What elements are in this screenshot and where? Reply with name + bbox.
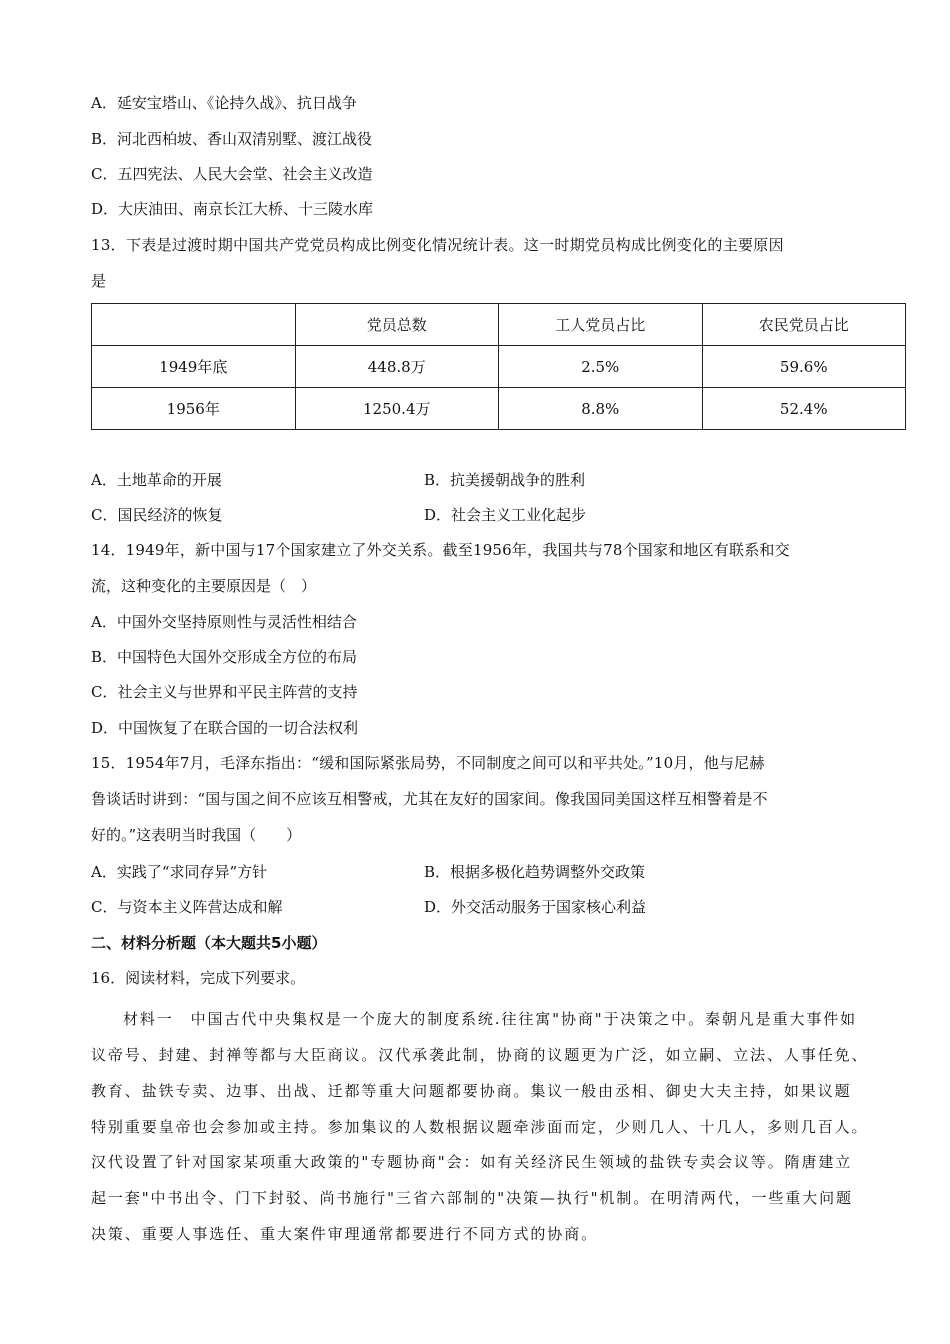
q16-stem: 16．阅读材料，完成下列要求。: [91, 969, 306, 987]
table-cell: 1956年: [92, 388, 296, 430]
q12-option-a: A．延安宝塔山、《论持久战》、抗日战争: [91, 94, 357, 112]
table-cell: 1250.4万: [295, 388, 499, 430]
q13-option-b: B．抗美援朝战争的胜利: [424, 471, 586, 489]
q15-stem-end: 好的。”这表明当时我国（ ）: [91, 826, 302, 844]
q14-stem: 14．1949年，新中国与17个国家建立了外交关系。截至1956年，我国共与78个国家和地区有联系和交: [91, 541, 790, 559]
table-cell: 59.6%: [702, 346, 906, 388]
q15-stem: 15．1954年7月，毛泽东指出：“缓和国际紧张局势，不同制度之间可以和平共处。”10月，他与尼赫: [91, 754, 765, 772]
material-line: 起一套"中书出令、门下封驳、尚书施行"三省六部制的"决策—执行"机制。在明清两代，一些重大问题: [91, 1189, 853, 1207]
table-cell: 448.8万: [295, 346, 499, 388]
q14-option-c: C．社会主义与世界和平民主阵营的支持: [91, 683, 358, 701]
section-heading: 二、材料分析题（本大题共5小题）: [91, 934, 327, 952]
table-cell: 2.5%: [499, 346, 703, 388]
q15-stem-cont: 鲁谈话时讲到：“国与国之间不应该互相警戒，尤其在友好的国家间。像我国同美国这样互相警着是不: [91, 790, 768, 808]
table-cell: 8.8%: [499, 388, 703, 430]
table-header: 党员总数: [295, 304, 499, 346]
q15-option-a: A．实践了“求同存异”方针: [91, 863, 268, 881]
material-line: 决策、重要人事选任、重大案件审理通常都要进行不同方式的协商。: [91, 1225, 599, 1243]
material-line: 特别重要皇帝也会参加或主持。参加集议的人数根据议题牵涉面而定，少则几人、十几人，多则几百人。: [91, 1118, 869, 1136]
q14-option-a: A．中国外交坚持原则性与灵活性相结合: [91, 613, 357, 631]
q13-stem-cont: 是: [91, 272, 107, 290]
table-row: [92, 346, 906, 388]
material-line: 议帝号、封建、封禅等都与大臣商议。汉代承袭此制，协商的议题更为广泛，如立嗣、立法、人事任免、: [91, 1046, 869, 1064]
table-row: [92, 388, 906, 430]
table-header: 农民党员占比: [702, 304, 906, 346]
q13-stem: 13．下表是过渡时期中国共产党党员构成比例变化情况统计表。这一时期党员构成比例变化的主要原因: [91, 236, 784, 254]
q14-option-d: D．中国恢复了在联合国的一切合法权利: [91, 719, 359, 737]
q12-option-c: C．五四宪法、人民大会堂、社会主义改造: [91, 165, 373, 183]
table-header: 工人党员占比: [499, 304, 703, 346]
q13-option-a: A．土地革命的开展: [91, 471, 222, 489]
table-cell: 52.4%: [702, 388, 906, 430]
q14-stem-cont: 流，这种变化的主要原因是（ ）: [91, 577, 317, 595]
material-line: 教育、盐铁专卖、边事、出战、迁都等重大问题都要协商。集议一般由丞相、御史大夫主持，如果议题: [91, 1082, 852, 1100]
table-header: [92, 304, 296, 346]
material-line: 材料一 中国古代中央集权是一个庞大的制度系统.往往寓"协商"于决策之中。秦朝凡是重大事件如: [123, 1010, 858, 1028]
q12-option-b: B．河北西柏坡、香山双清别墅、渡江战役: [91, 130, 373, 148]
material-line: 汉代设置了针对国家某项重大政策的"专题协商"会：如有关经济民生领域的盐铁专卖会议等。隋唐建立: [91, 1153, 853, 1171]
q15-option-b: B．根据多极化趋势调整外交政策: [424, 863, 646, 881]
q12-option-d: D．大庆油田、南京长江大桥、十三陵水库: [91, 200, 374, 218]
q13-option-c: C．国民经济的恢复: [91, 506, 223, 524]
q14-option-b: B．中国特色大国外交形成全方位的布局: [91, 648, 358, 666]
party-membership-table: [91, 303, 906, 430]
table-cell: 1949年底: [92, 346, 296, 388]
q15-option-c: C．与资本主义阵营达成和解: [91, 898, 283, 916]
q13-option-d: D．社会主义工业化起步: [424, 506, 587, 524]
q15-option-d: D．外交活动服务于国家核心利益: [424, 898, 647, 916]
table-header-row: [92, 304, 906, 346]
